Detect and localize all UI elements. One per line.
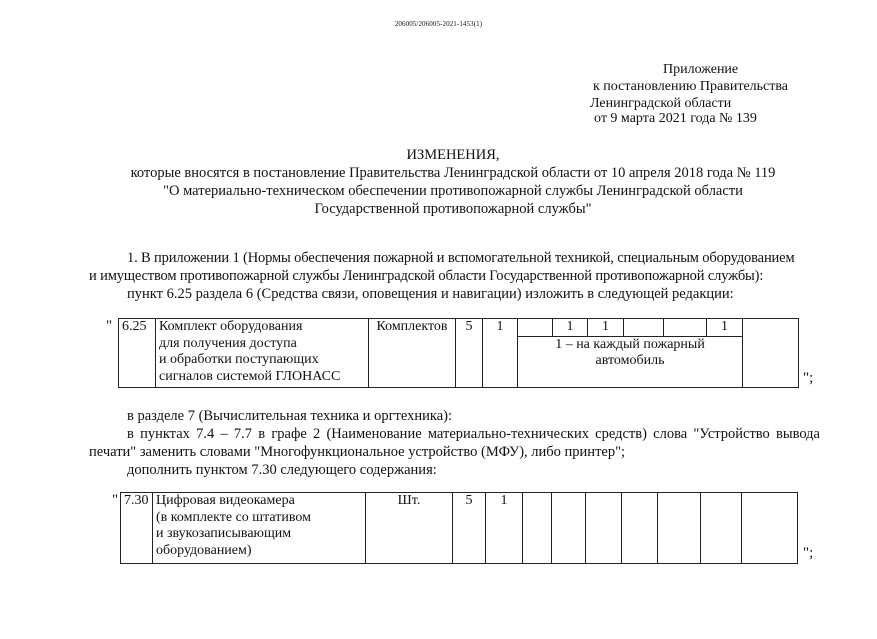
heading-line-4: Государственной противопожарной службы" xyxy=(314,201,592,217)
col4-cell: 5 xyxy=(456,319,483,388)
item-name-line: для получения доступа xyxy=(159,335,297,351)
col7-cell: 1 xyxy=(553,319,588,337)
table-item-7-30 xyxy=(120,492,798,564)
table1-close-quote: "; xyxy=(803,370,814,386)
col11-cell: 1 xyxy=(707,319,743,337)
appendix-line-4: от 9 марта 2021 года № 139 xyxy=(594,111,757,126)
col8-cell: 1 xyxy=(588,319,624,337)
para1-line-2: и имуществом противопожарной службы Ленинградской области Государственной противопожарной службы): xyxy=(89,268,764,284)
para1-line-3: пункт 6.25 раздела 6 (Средства связи, оповещения и навигации) изложить в следующей редакции: xyxy=(127,286,734,302)
item-name-line: и звукозаписывающим xyxy=(156,526,292,541)
note-line: 1 – на каждый пожарный xyxy=(555,336,705,352)
table1-open-quote: " xyxy=(106,318,113,334)
item-name-line: Цифровая видеокамера xyxy=(156,493,295,508)
para2-line-1: в разделе 7 (Вычислительная техника и оргтехника): xyxy=(127,408,452,424)
para2-line-4: дополнить пунктом 7.30 следующего содержания: xyxy=(127,462,437,478)
appendix-line-1: Приложение xyxy=(663,62,739,77)
item-name xyxy=(153,493,366,564)
col8-cell xyxy=(586,493,622,564)
item-name-line: (в комплекте со штативом xyxy=(156,509,311,525)
col5-cell: 1 xyxy=(483,319,518,388)
para1-line-1: 1. В приложении 1 (Нормы обеспечения пожарной и вспомогательной техникой, специальным оборудованием xyxy=(127,250,795,266)
table2-close-quote: "; xyxy=(803,545,814,561)
col9-cell xyxy=(622,493,658,564)
item-number: 7.30 xyxy=(121,493,153,564)
para2-line-2: в пунктах 7.4 – 7.7 в графе 2 (Наименование материально-технических средств) слова "Устройство вывода xyxy=(127,426,820,442)
col9-cell xyxy=(624,319,664,337)
unit-cell: Шт. xyxy=(366,493,453,564)
col5-cell: 1 xyxy=(486,493,523,564)
col10-cell xyxy=(658,493,701,564)
table-item-6-25 xyxy=(118,318,799,388)
col12-cell xyxy=(743,319,799,388)
heading-line-2: которые вносятся в постановление Правительства Ленинградской области от 10 апреля 2018 года № 119 xyxy=(130,165,776,181)
changes-title: ИЗМЕНЕНИЯ, xyxy=(406,147,500,163)
col11-cell xyxy=(701,493,742,564)
unit-cell: Комплектов xyxy=(369,319,456,388)
item-name-line: оборудованием) xyxy=(156,542,252,558)
col6-cell xyxy=(523,493,552,564)
item-name-line: Комплект оборудования xyxy=(159,319,303,334)
item-number: 6.25 xyxy=(119,319,156,388)
note-cell xyxy=(518,336,743,387)
note-line: автомобиль xyxy=(595,353,665,368)
table2-open-quote: " xyxy=(112,492,119,508)
col10-cell xyxy=(664,319,707,337)
heading-line-3: "О материально-техническом обеспечении противопожарной службы Ленинградской области xyxy=(163,183,743,199)
appendix-line-3: Ленинградской области xyxy=(590,96,732,111)
item-name xyxy=(156,319,369,388)
col6-cell xyxy=(518,319,553,337)
appendix-line-2: к постановлению Правительства xyxy=(593,79,789,94)
para2-line-3: печати" заменить словами "Многофункциональное устройство (МФУ), либо принтер"; xyxy=(89,444,626,460)
item-name-line: сигналов системой ГЛОНАСС xyxy=(159,368,341,384)
document-id: 206005/206005-2021-1453(1) xyxy=(394,20,483,28)
item-name-line: и обработки поступающих xyxy=(159,352,319,367)
col4-cell: 5 xyxy=(453,493,486,564)
col12-cell xyxy=(742,493,798,564)
col7-cell xyxy=(552,493,586,564)
